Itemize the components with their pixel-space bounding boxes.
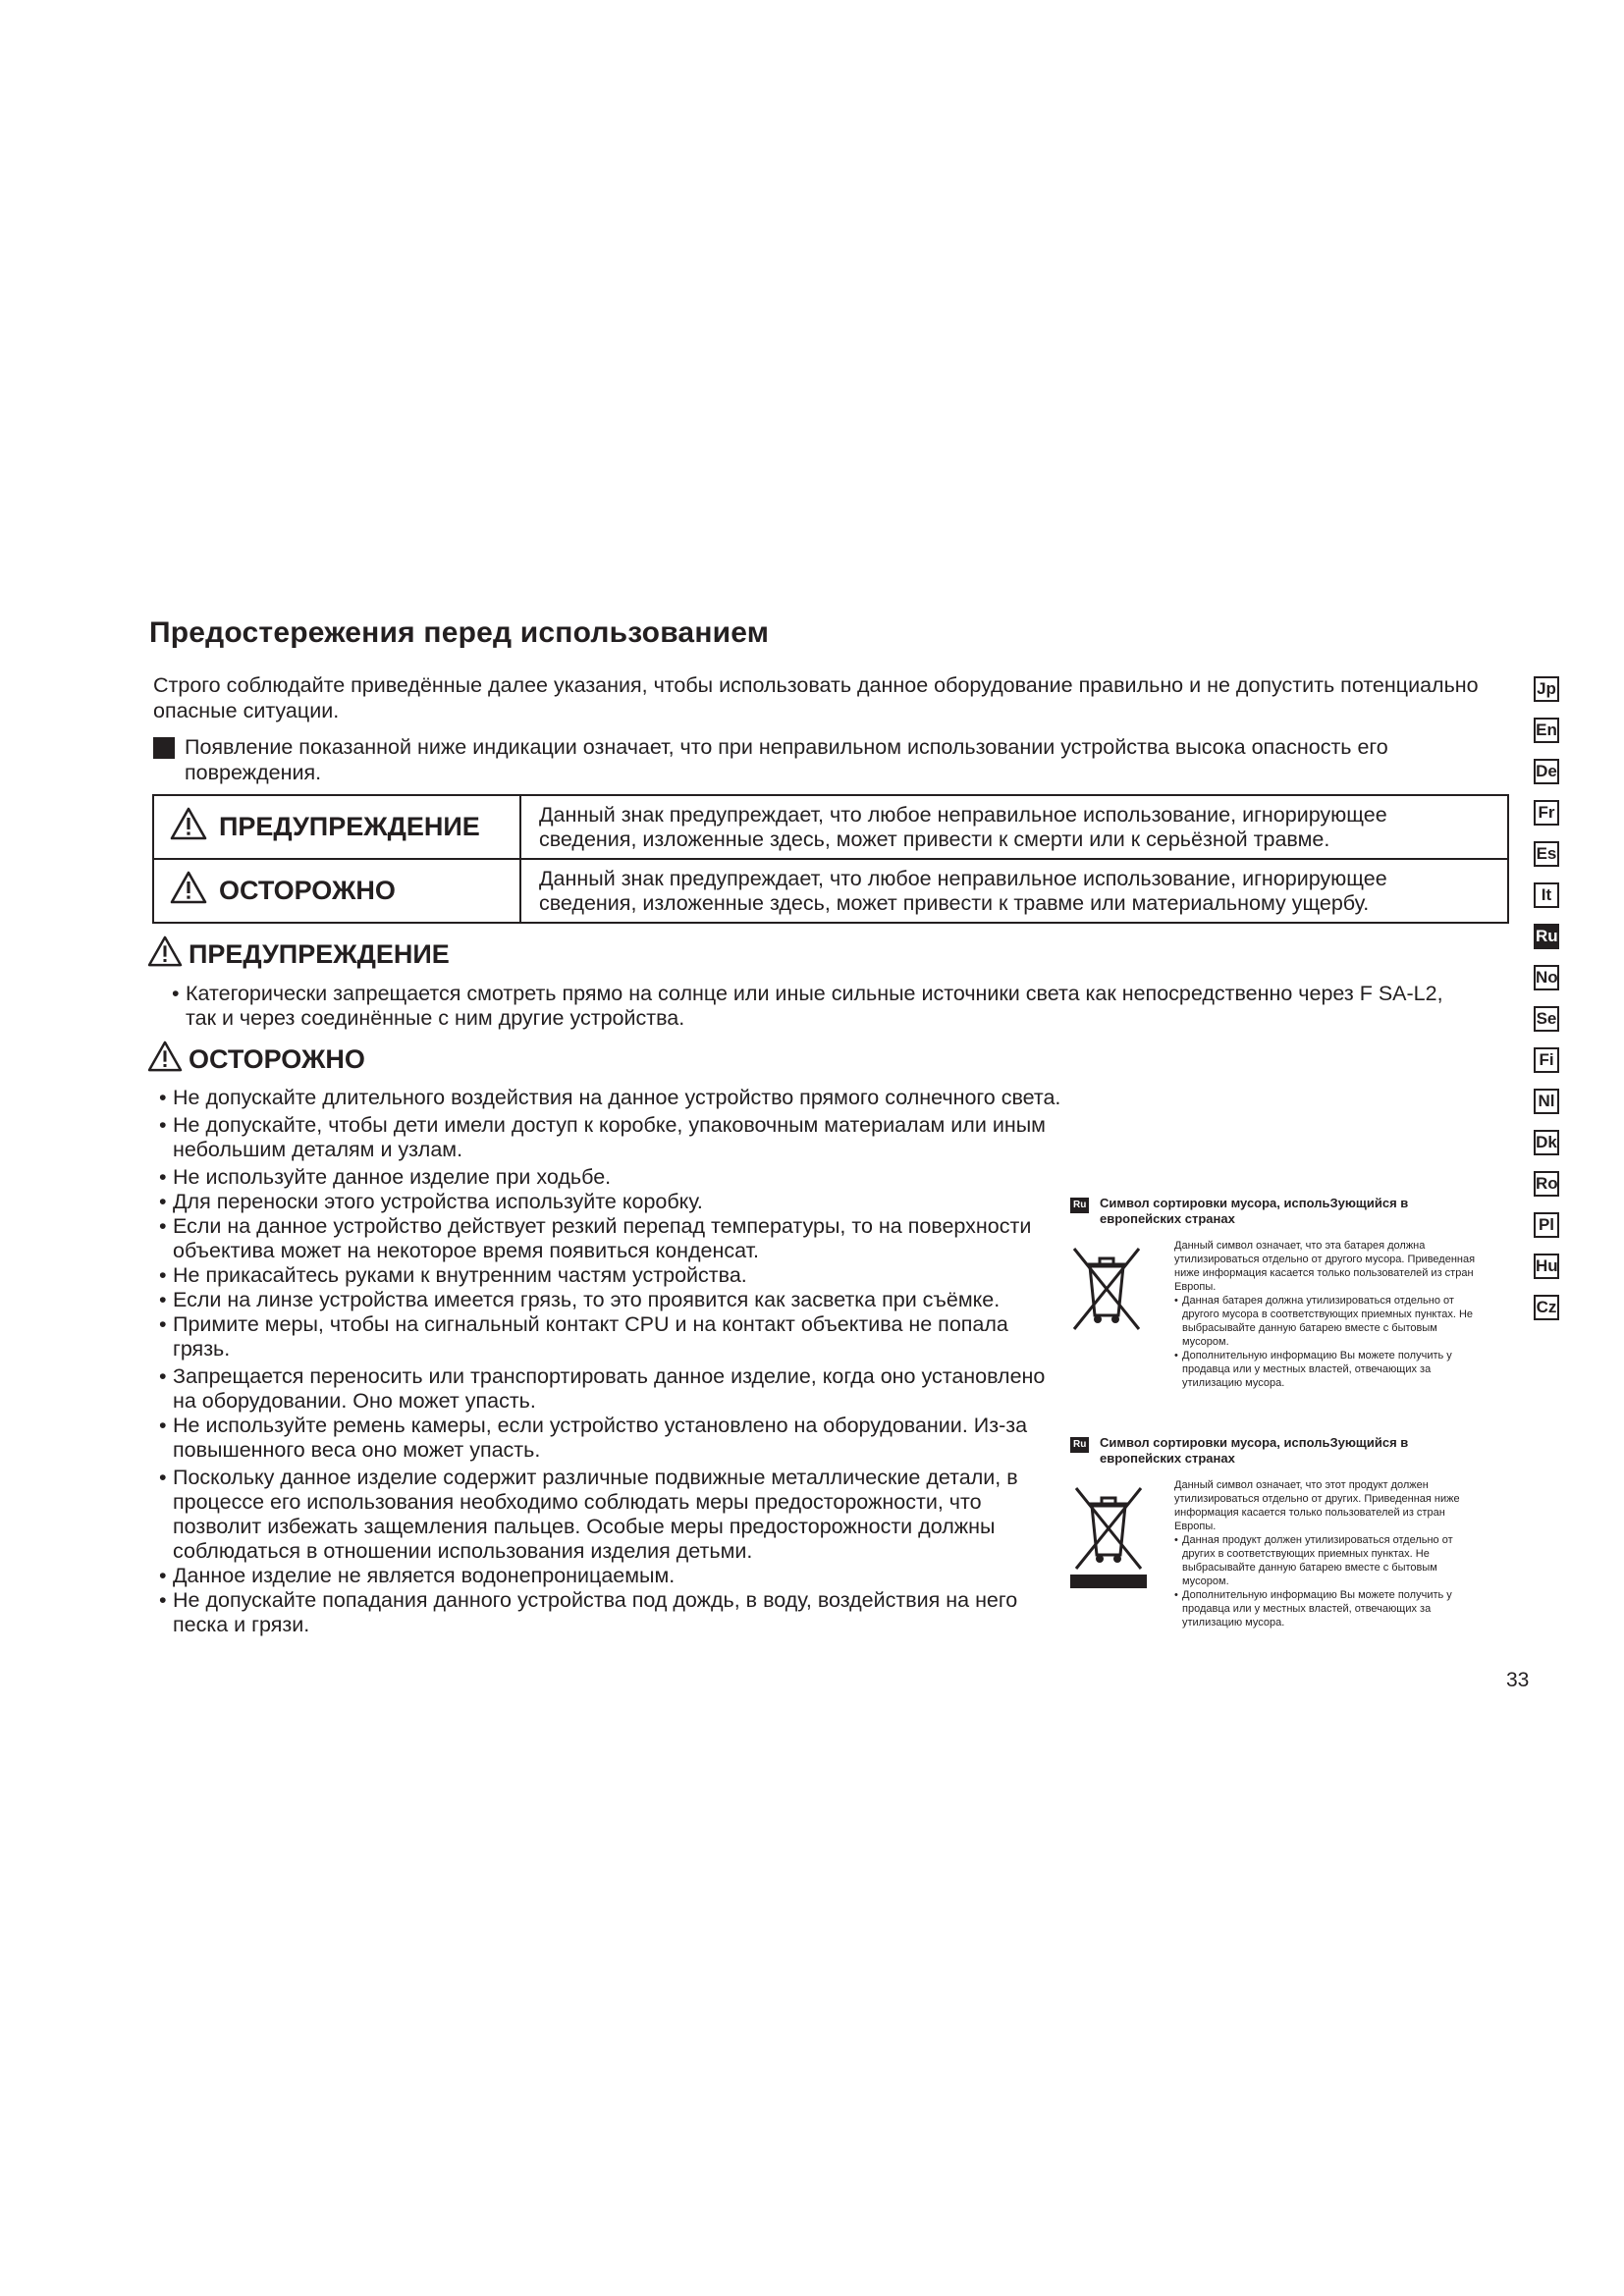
lang-tab-es[interactable]: Es	[1534, 841, 1559, 867]
list-item: • Не используйте данное изделие при ходьбе.	[157, 1165, 1070, 1190]
list-item: • Примите меры, чтобы на сигнальный контакт CPU и на контакт объектива не попала грязь.	[157, 1312, 1070, 1362]
signs-table	[152, 794, 1509, 924]
black-square-icon	[153, 737, 175, 759]
weee-block-product	[1070, 1435, 1483, 1629]
page-title: Предостережения перед использованием	[149, 616, 770, 649]
sign-description: Данный знак предупреждает, что любое неправильное использование, игнорирующее сведения, изложенные здесь, может привести к травме или материальному ущербу.	[520, 859, 1508, 923]
damage-note-text: Появление показанной ниже индикации означает, что при неправильном использовании устройства высока опасность его повреждения.	[185, 735, 1388, 784]
weee-bullet: • Дополнительную информацию Вы можете получить у продавца или у местных властей, отвечающих за утилизацию мусора.	[1174, 1349, 1483, 1390]
lang-tab-fi[interactable]: Fi	[1534, 1047, 1559, 1073]
warning-triangle-icon	[147, 935, 183, 974]
lang-tab-ro[interactable]: Ro	[1534, 1171, 1559, 1197]
list-item: • Не прикасайтесь руками к внутренним частям устройства.	[157, 1263, 1070, 1288]
weee-intro: Данный символ означает, что эта батарея должна утилизироваться отдельно от другого мусора. Приведенная ниже информация касается только пользователей из стран Европы.	[1174, 1240, 1476, 1293]
weee-title: Символ сортировки мусора, испольЗующийся в европейских странах	[1100, 1435, 1409, 1466]
weee-text	[1174, 1239, 1483, 1390]
crossed-bin-icon	[1070, 1245, 1143, 1338]
weee-block-battery	[1070, 1196, 1483, 1390]
caution-heading: ОСТОРОЖНО	[147, 1041, 365, 1079]
sign-label: ПРЕДУПРЕЖДЕНИЕ	[219, 812, 480, 841]
weee-header	[1070, 1435, 1483, 1467]
lang-tab-no[interactable]: No	[1534, 965, 1559, 990]
caution-list	[157, 1086, 1070, 1637]
weee-bullet: • Данная батарея должна утилизироваться отдельно от другого мусора в соответствующих приемных пунктах. Не выбрасывайте данную батарею вместе с бытовым мусором.	[1174, 1294, 1483, 1349]
lang-tab-en[interactable]: En	[1534, 718, 1559, 743]
lang-tab-cz[interactable]: Cz	[1534, 1295, 1559, 1320]
lang-tab-hu[interactable]: Hu	[1534, 1254, 1559, 1279]
sign-row-warning	[153, 795, 1508, 859]
warning-list	[170, 982, 1476, 1031]
sign-label-cell	[153, 795, 520, 859]
intro-paragraph: Строго соблюдайте приведённые далее указания, чтобы использовать данное оборудование правильно и не допустить потенциально опасные ситуации.	[153, 673, 1479, 722]
weee-intro: Данный символ означает, что этот продукт должен утилизироваться отдельно от других. Приведенная ниже информация касается только пользователей из стран Европы.	[1174, 1479, 1460, 1532]
weee-bullet: • Данная продукт должен утилизироваться отдельно от других в соответствующих приемных пунктах. Не выбрасывайте данную батарею вместе с бытовым мусором.	[1174, 1533, 1483, 1588]
weee-header	[1070, 1196, 1483, 1227]
lang-tab-se[interactable]: Se	[1534, 1006, 1559, 1032]
list-item: • Данное изделие не является водонепроницаемым.	[157, 1564, 1070, 1588]
warning-triangle-icon	[147, 1041, 183, 1079]
list-item: • Не допускайте длительного воздействия на данное устройство прямого солнечного света.	[157, 1086, 1070, 1110]
lang-tab-pl[interactable]: Pl	[1534, 1212, 1559, 1238]
list-item: • Не допускайте попадания данного устройства под дождь, в воду, воздействия на него песка и грязи.	[157, 1588, 1070, 1637]
lang-tab-it[interactable]: It	[1534, 882, 1559, 908]
list-item: • Для переноски этого устройства используйте коробку.	[157, 1190, 1070, 1214]
warning-triangle-icon	[170, 807, 207, 847]
sign-label-cell	[153, 859, 520, 923]
lang-tab-jp[interactable]: Jp	[1534, 676, 1559, 702]
page-number: 33	[1506, 1669, 1530, 1691]
lang-tab-nl[interactable]: Nl	[1534, 1089, 1559, 1114]
weee-content	[1070, 1239, 1483, 1390]
list-item: • Не допускайте, чтобы дети имели доступ к коробке, упаковочным материалам или иным небольшим деталям и узлам.	[157, 1113, 1070, 1162]
lang-tab-dk[interactable]: Dk	[1534, 1130, 1559, 1155]
sign-row-caution	[153, 859, 1508, 923]
weee-bullet: • Дополнительную информацию Вы можете получить у продавца или у местных властей, отвечающих за утилизацию мусора.	[1174, 1588, 1483, 1629]
list-item: • Категорически запрещается смотреть прямо на солнце или иные сильные источники света как непосредственно через F SA-L2, так и через соединённые с ним другие устройства.	[170, 982, 1476, 1031]
ru-badge: Ru	[1070, 1437, 1089, 1453]
lang-tab-ru[interactable]: Ru	[1534, 924, 1559, 949]
list-item: • Если на линзе устройства имеется грязь, то это проявится как засветка при съёмке.	[157, 1288, 1070, 1312]
crossed-bin-icon	[1070, 1484, 1147, 1597]
list-item: • Запрещается переносить или транспортировать данное изделие, когда оно установлено на оборудовании. Оно может упасть.	[157, 1364, 1070, 1414]
list-item: • Поскольку данное изделие содержит различные подвижные металлические детали, в процессе его использования необходимо соблюдать меры предосторожности, что позволит избежать защемления пальцев. Особые меры предосторожности должны соблюдаться в отношении использования изделия детьми.	[157, 1466, 1070, 1564]
weee-content	[1070, 1478, 1483, 1629]
warning-heading: ПРЕДУПРЕЖДЕНИЕ	[147, 935, 450, 974]
list-item: • Если на данное устройство действует резкий перепад температуры, то на поверхности объектива может на некоторое время появиться конденсат.	[157, 1214, 1070, 1263]
sign-label: ОСТОРОЖНО	[219, 876, 396, 905]
warning-triangle-icon	[170, 871, 207, 911]
damage-note	[153, 734, 1498, 785]
weee-text	[1174, 1478, 1483, 1629]
list-item: • Не используйте ремень камеры, если устройство установлено на оборудовании. Из-за повышенного веса оно может упасть.	[157, 1414, 1070, 1463]
sign-description: Данный знак предупреждает, что любое неправильное использование, игнорирующее сведения, изложенные здесь, может привести к смерти или к серьёзной травме.	[520, 795, 1508, 859]
lang-tab-de[interactable]: De	[1534, 759, 1559, 784]
ru-badge: Ru	[1070, 1198, 1089, 1213]
lang-tab-fr[interactable]: Fr	[1534, 800, 1559, 826]
weee-title: Символ сортировки мусора, испольЗующийся в европейских странах	[1100, 1196, 1409, 1226]
